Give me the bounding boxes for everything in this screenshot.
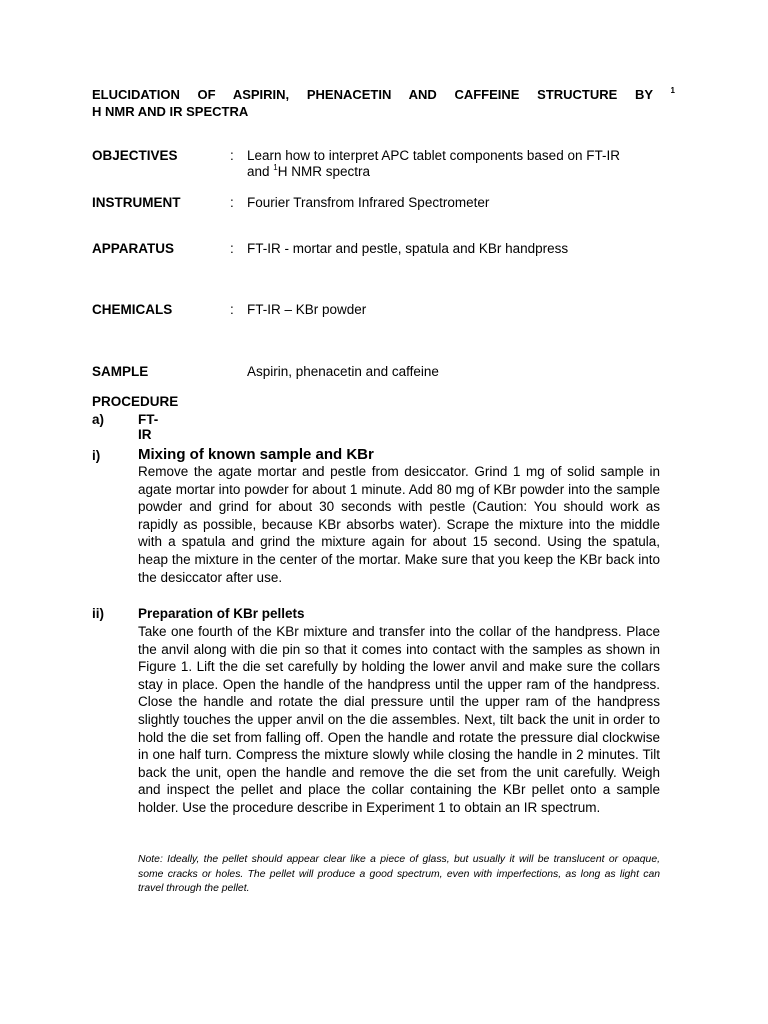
instrument-value: Fourier Transfrom Infrared Spectrometer — [247, 195, 490, 210]
part-a-title: FT-IR — [138, 412, 159, 442]
step-2-text: Take one fourth of the KBr mixture and transfer into the collar of the handpress. Place the anvil along with die pin so that it comes into contact with the samples as shown in Figure 1. Lift the die set carefully by holding the lower anvil and make sure the collars stay in place. Open the handle of the handpress until the upper ram of the handpress. Close the handle and rotate the dial pressure until the upper ram of the handpress slightly touches the upper anvil on the die assembles. Next, tilt back the unit in order to hold the die set from falling off. Open the handle and rotate the pressure dial clockwise in one half turn. Compress the mixture slowly while closing the handle in 2 minutes. Tilt back the unit, open the handle and remove the die set from the unit carefully. Weigh and inspect the pellet and place the collar containing the KBr pellet onto a sample holder. Use the procedure describe in Experiment 1 to obtain an IR spectrum. — [138, 624, 660, 815]
apparatus-value: FT-IR - mortar and pestle, spatula and KBr handpress — [247, 241, 569, 256]
objectives-colon: : — [230, 148, 234, 163]
objectives-line-1: Learn how to interpret APC tablet components based on FT-IR — [247, 148, 620, 163]
step-1-marker: i) — [92, 448, 101, 463]
instrument-colon: : — [230, 195, 234, 210]
sample-value: Aspirin, phenacetin and caffeine — [247, 364, 439, 379]
title-line-1-end: H NMR — [92, 104, 135, 119]
procedure-heading: PROCEDURE — [92, 394, 179, 409]
chemicals-colon: : — [230, 302, 234, 317]
objectives-superscript: 1 — [273, 163, 278, 172]
chemicals-label: CHEMICALS — [92, 302, 173, 317]
title-line-1-text: ELUCIDATION OF ASPIRIN, PHENACETIN AND CAFFEINE STRUCTURE BY — [92, 87, 671, 102]
title-line-1 — [92, 86, 675, 103]
apparatus-colon: : — [230, 241, 234, 256]
objectives-value — [247, 148, 677, 180]
apparatus-label: APPARATUS — [92, 241, 175, 256]
step-2-marker: ii) — [92, 606, 104, 621]
part-a-marker: a) — [92, 412, 105, 427]
part-a-row — [92, 412, 159, 442]
step-1-text: Remove the agate mortar and pestle from desiccator. Grind 1 mg of solid sample in agate mortar into powder for about 1 minute. Add 80 mg of KBr powder into the sample powder and grind for about 30 seconds with pestle (Caution: You should work as rapidly as possible, because KBr absorbs water). Scrape the mixture into the middle with a spatula and grind the mixture again for about 15 second. Using the spatula, heap the mixture in the center of the mortar. Make sure that you keep the KBr back into the desiccator after use. — [138, 464, 660, 585]
note-text: Note: Ideally, the pellet should appear clear like a piece of glass, but usually it will be translucent or opaque, some cracks or holes. The pellet will produce a good spectrum, even with imperfections, as long as light can travel through the pellet. — [138, 854, 660, 894]
instrument-label: INSTRUMENT — [92, 195, 181, 210]
chemicals-value: FT-IR – KBr powder — [247, 302, 367, 317]
sample-label: SAMPLE — [92, 364, 149, 379]
title-line-2: AND IR SPECTRA — [137, 104, 249, 119]
title-superscript: 1 — [670, 86, 675, 95]
objectives-label: OBJECTIVES — [92, 148, 178, 163]
step-2-title: Preparation of KBr pellets — [138, 606, 305, 621]
objectives-line-2b: H NMR spectra — [277, 164, 370, 179]
document-title — [92, 86, 675, 120]
objectives-line-2a: and — [247, 164, 274, 179]
step-1-title: Mixing of known sample and KBr — [138, 446, 374, 463]
